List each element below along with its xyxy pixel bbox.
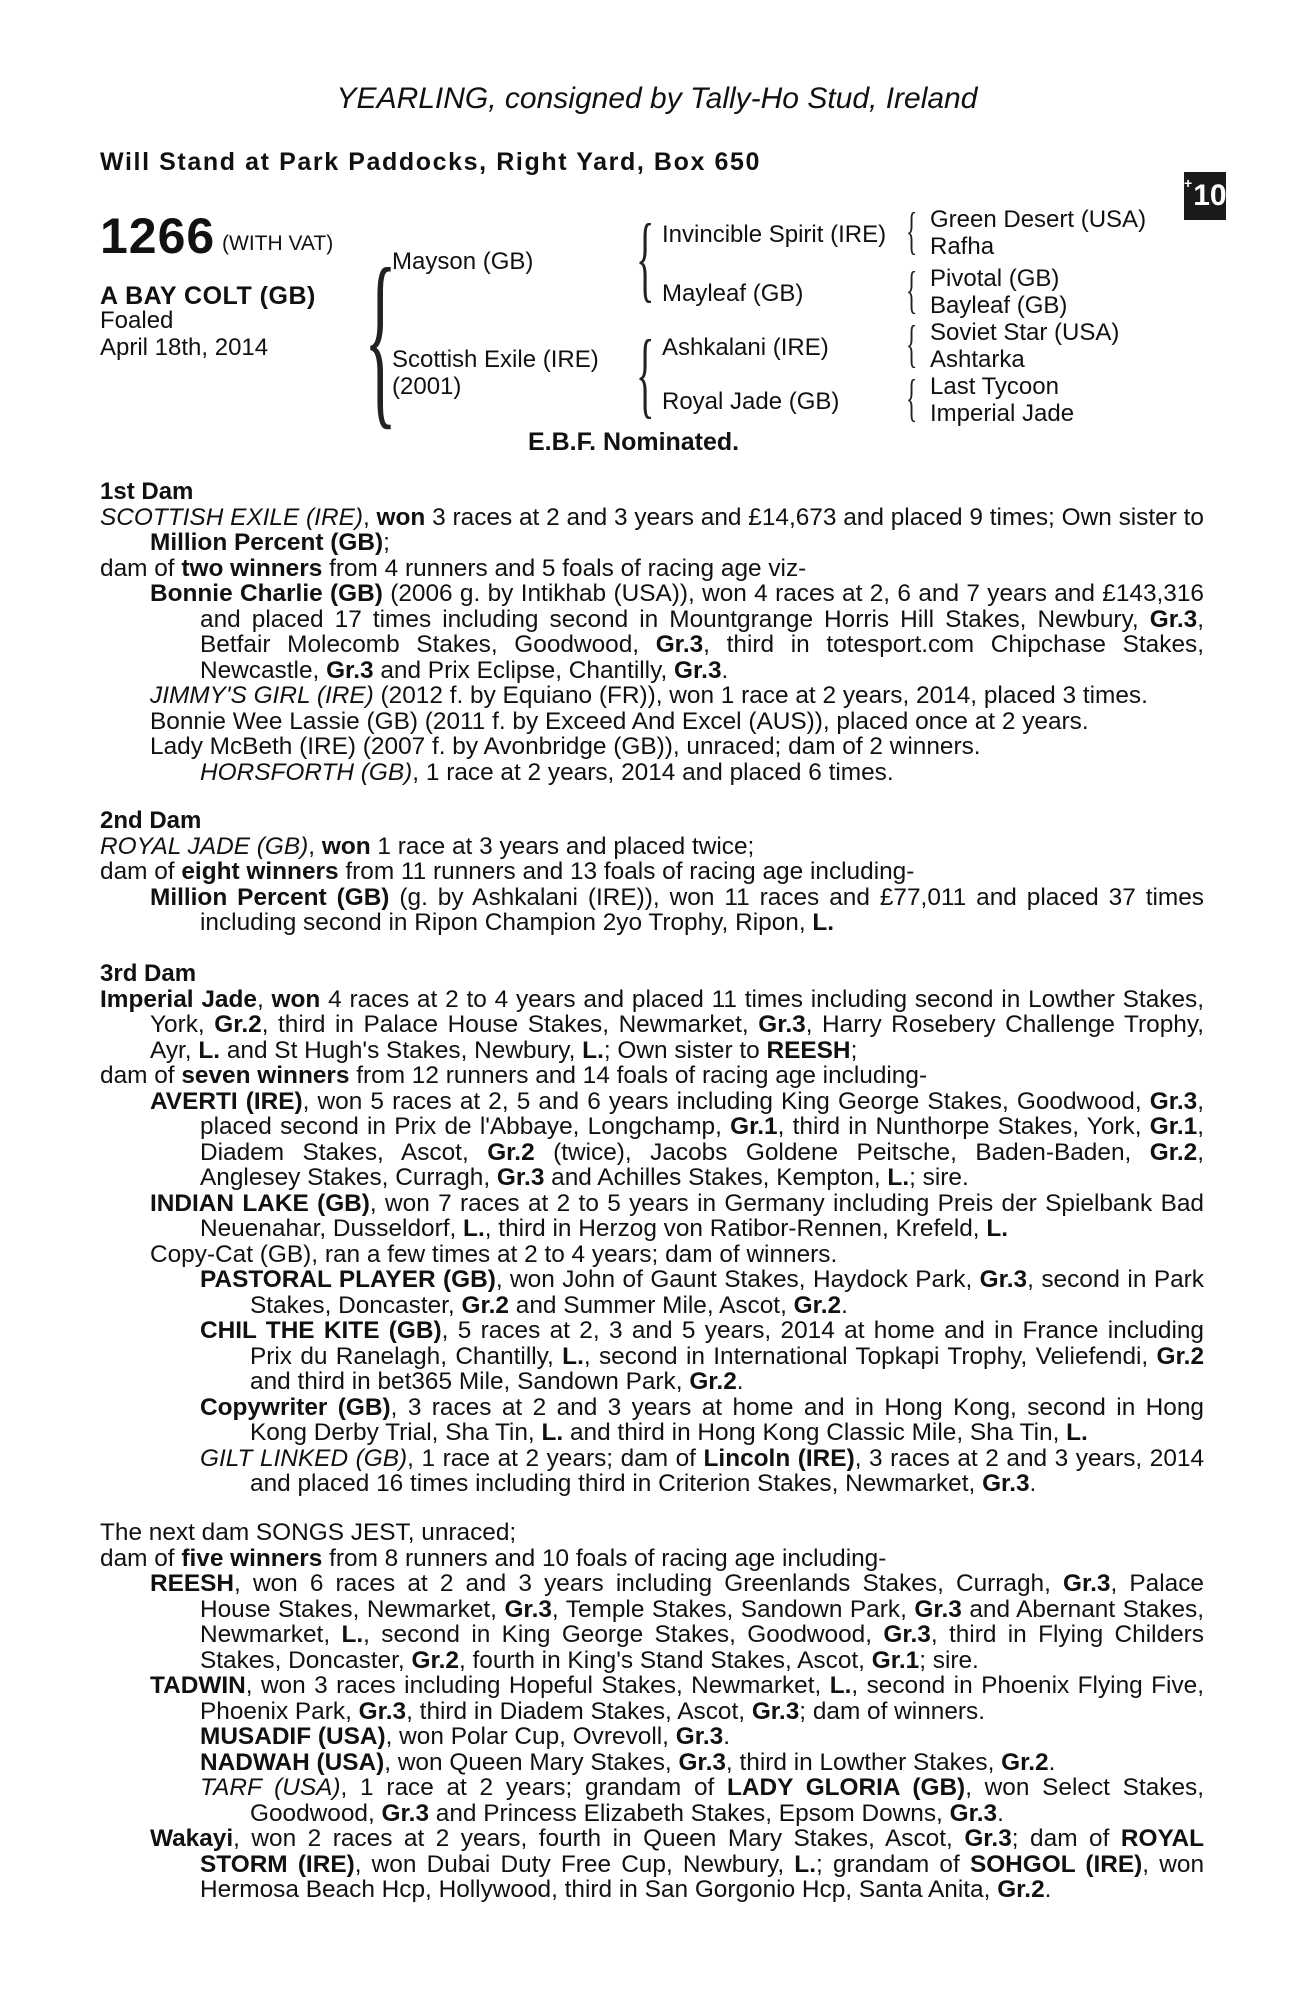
offspring-name: JIMMY'S GIRL (IRE) — [150, 682, 374, 709]
lot-name: A BAY COLT (GB) — [100, 282, 316, 310]
grade: Gr.2 — [461, 1291, 509, 1319]
text: dam of — [100, 554, 175, 582]
text: , 1 race at 2 years, 2014 and placed 6 times. — [412, 758, 894, 786]
dam-record: Imperial Jade, won 4 races at 2 to 4 years and placed 11 times including second in Lowther Stakes, York, Gr.2, third in Palace House Stakes, Newmarket, Gr.3, Harry Rosebery Challenge Trophy, Ayr, L. and St Hugh's Stakes, Newbury, L.; Own sister to REESH; — [100, 985, 1205, 1064]
text: , third in Diadem Stakes, Ascot, — [406, 1697, 746, 1725]
badge-plus: + — [1184, 175, 1193, 191]
winners-count: seven winners — [181, 1062, 350, 1089]
grade: Gr.2 — [997, 1876, 1045, 1903]
grandoffspring-entry — [100, 1318, 1204, 1395]
text: and Abernant Stakes, Newmarket, — [200, 1595, 1204, 1648]
pedigree-brace-g3: { — [906, 316, 918, 373]
pedigree-dss: Soviet Star (USA) — [930, 319, 1120, 346]
offspring-name: AVERTI (IRE) — [150, 1087, 303, 1115]
grade: L. — [829, 1672, 852, 1699]
offspring-entry — [100, 1191, 1204, 1242]
offspring-name: TARF (USA) — [200, 1774, 341, 1801]
sister-name: REESH — [766, 1036, 851, 1064]
text: , second in Park Stakes, Doncaster, — [250, 1266, 1204, 1319]
text: dam of — [100, 1062, 175, 1089]
text: , third in totesport.com Chipchase Stakes, Newcastle, — [200, 631, 1204, 684]
text: , won Queen Mary Stakes, — [384, 1748, 672, 1776]
vat-note: (WITH VAT) — [222, 232, 334, 255]
grade: Gr.2 — [793, 1291, 842, 1319]
grade: Gr.3 — [949, 1799, 998, 1827]
offspring-name: HORSFORTH (GB) — [200, 758, 413, 786]
text: , won 5 races at 2, 5 and 6 years including King George Stakes, Goodwood, — [302, 1087, 1142, 1115]
offspring-entry — [100, 1826, 1204, 1903]
pedigree-sss: Green Desert (USA) — [930, 206, 1147, 233]
text: , won 2 races at 2 years, fourth in Queen Mary Stakes, Ascot, — [233, 1825, 953, 1852]
offspring-name: GILT LINKED (GB) — [200, 1444, 408, 1472]
text: (g. by Ashkalani (IRE)), won 11 races and £77,011 and placed 37 times including second in Ripon Champion 2yo Trophy, Ripon, — [200, 883, 1204, 936]
text: and St Hugh's Stakes, Newbury, — [226, 1036, 576, 1064]
text: from 4 runners and 5 foals of racing age viz- — [329, 554, 807, 582]
text: , won John of Gaunt Stakes, Haydock Park, — [495, 1266, 973, 1293]
text: , placed second in Prix de l'Abbaye, Longchamp, — [200, 1087, 1205, 1140]
produce-summary — [100, 556, 1204, 582]
produce-summary — [100, 1546, 1204, 1572]
offspring-name: PASTORAL PLAYER (GB) — [200, 1266, 496, 1293]
grade: Gr.3 — [982, 1470, 1030, 1497]
first-dam-section — [100, 479, 1204, 785]
grade: Gr.2 — [1156, 1342, 1205, 1370]
grade: Gr.2 — [214, 1011, 262, 1038]
text: . — [997, 1799, 1004, 1827]
offspring-entry — [100, 1673, 1204, 1724]
text: dam of — [100, 1544, 175, 1572]
grade: Gr.3 — [674, 656, 722, 684]
grade: L. — [1066, 1419, 1088, 1446]
text: , won Polar Cup, Ovrevoll, — [385, 1723, 669, 1750]
section-heading: 2nd Dam — [100, 807, 202, 834]
produce-summary — [100, 859, 1204, 885]
text: from 8 runners and 10 foals of racing age including- — [329, 1544, 887, 1572]
text: ; Own sister to — [603, 1036, 760, 1064]
text: , third in Nunthorpe Stakes, York, — [777, 1113, 1142, 1140]
text: , Diadem Stakes, Ascot, — [200, 1113, 1204, 1166]
section-heading: 3rd Dam — [100, 960, 197, 987]
text: , 3 races at 2 and 3 years at home and in Hong Kong, second in Hong Kong Derby Trial, Sha Tin, — [250, 1393, 1204, 1446]
offspring-name: NADWAH (USA) — [200, 1748, 385, 1776]
badge-number: 10 — [1193, 179, 1227, 212]
won-label: won — [376, 503, 426, 531]
grade: Gr.2 — [1149, 1138, 1198, 1166]
winner-name: ROYAL STORM (IRE) — [200, 1825, 1205, 1878]
text: , second in King George Stakes, Goodwood, — [363, 1621, 872, 1648]
pedigree-sire-sire: Invincible Spirit (IRE) — [662, 221, 887, 248]
text: from 12 runners and 14 foals of racing age including- — [356, 1062, 928, 1089]
text: ; dam of — [1011, 1825, 1110, 1852]
offspring-name: Million Percent (GB) — [150, 883, 390, 911]
pedigree-sire: Mayson (GB) — [392, 248, 534, 275]
offspring-entry — [100, 683, 1204, 709]
grade: Gr.3 — [914, 1595, 962, 1623]
grade: Gr.2 — [1001, 1748, 1049, 1776]
offspring-name: Wakayi — [150, 1825, 234, 1852]
text: dam of — [100, 858, 175, 885]
text: , third in Lowther Stakes, — [725, 1748, 995, 1776]
third-dam-section — [100, 961, 1204, 1497]
offspring-name: TADWIN — [150, 1672, 246, 1699]
dam-record-text: 3 races at 2 and 3 years and £14,673 and placed 9 times; Own sister to — [432, 503, 1204, 531]
text: . — [723, 1723, 730, 1750]
grade: L. — [887, 1164, 910, 1191]
grade: L. — [582, 1036, 604, 1064]
next-dam-section — [100, 1520, 1204, 1903]
pedigree-ssd: Rafha — [930, 233, 995, 260]
pedigree-brace-dam: { — [636, 320, 655, 427]
text: , Temple Stakes, Sandown Park, — [551, 1595, 907, 1623]
offspring-name: REESH — [150, 1570, 235, 1597]
grandoffspring-entry — [100, 1750, 1204, 1776]
text: , third in Flying Childers Stakes, Doncaster, — [200, 1621, 1204, 1674]
text: , fourth in King's Stand Stakes, Ascot, — [458, 1646, 865, 1674]
ebf-nomination: E.B.F. Nominated. — [528, 428, 740, 456]
grade: Gr.3 — [883, 1621, 931, 1648]
grade: L. — [794, 1850, 816, 1878]
offspring-name: CHIL THE KITE (GB) — [200, 1317, 442, 1344]
grade: Gr.3 — [751, 1697, 800, 1725]
grandoffspring-entry — [100, 1395, 1204, 1446]
grade: Gr.3 — [678, 1748, 726, 1776]
grade: L. — [463, 1215, 485, 1242]
punct: ; — [383, 529, 390, 556]
grade: Gr.2 — [689, 1368, 737, 1395]
winners-count: five winners — [181, 1544, 323, 1572]
text: (twice), Jacobs Goldene Peitsche, Baden-Baden, — [553, 1138, 1132, 1166]
grade: Gr.1 — [1149, 1113, 1198, 1140]
section-heading: 1st Dam — [100, 478, 194, 505]
text: , won Dubai Duty Free Cup, Newbury, — [354, 1850, 785, 1878]
text: , 5 races at 2, 3 and 5 years, 2014 at home and in France including Prix du Ranelagh, Chantilly, — [250, 1317, 1204, 1370]
sister-name: Million Percent (GB) — [150, 529, 384, 556]
grandoffspring-entry — [100, 1446, 1204, 1497]
grade: L. — [986, 1215, 1009, 1242]
text: and Princess Elizabeth Stakes, Epsom Downs, — [435, 1799, 943, 1827]
pedigree-dam-sire: Ashkalani (IRE) — [662, 334, 829, 361]
offspring-name: INDIAN LAKE (GB) — [150, 1189, 370, 1217]
grade: L. — [812, 909, 835, 936]
dam-name: SCOTTISH EXILE (IRE) — [100, 503, 363, 531]
text: , third in Palace House Stakes, Newmarket, — [261, 1011, 749, 1038]
grandoffspring-entry — [100, 1724, 1204, 1750]
text: 1 race at 3 years and placed twice; — [377, 832, 755, 860]
grade: L. — [198, 1036, 221, 1064]
grade: Gr.3 — [358, 1697, 407, 1725]
grade: Gr.3 — [655, 631, 704, 658]
grandoffspring-entry — [100, 1775, 1204, 1826]
text: , won Select Stakes, Goodwood, — [250, 1774, 1204, 1827]
foaled-date: April 18th, 2014 — [100, 334, 269, 361]
text: , won 6 races at 2 and 3 years including Greenlands Stakes, Curragh, — [234, 1570, 1051, 1597]
pedigree-brace-g1: { — [906, 203, 918, 260]
dam-name: Imperial Jade — [100, 985, 257, 1013]
offspring-entry — [100, 1571, 1204, 1673]
text: and third in bet365 Mile, Sandown Park, — [250, 1368, 683, 1395]
produce-summary — [100, 1063, 1204, 1089]
text: and Summer Mile, Ascot, — [515, 1291, 787, 1319]
catalogue-header: YEARLING, consigned by Tally-Ho Stud, Ireland — [336, 82, 978, 115]
text: . — [1044, 1876, 1052, 1903]
grade: Gr.2 — [411, 1646, 459, 1674]
won-label: won — [321, 832, 371, 860]
offspring-name: Copywriter (GB) — [200, 1393, 391, 1421]
offspring-entry: Bonnie Wee Lassie (GB) (2011 f. by Exceed And Excel (AUS)), placed once at 2 years. — [150, 707, 1089, 735]
grade: Gr.3 — [1149, 605, 1198, 633]
lot-number: 1266 — [100, 208, 216, 264]
grandoffspring-entry — [100, 1267, 1204, 1318]
text: , won 3 races including Hopeful Stakes, Newmarket, — [245, 1672, 822, 1699]
text: , Palace House Stakes, Newmarket, — [200, 1570, 1204, 1623]
text: , 3 races at 2 and 3 years, 2014 and placed 16 times including third in Criterion Stakes, Newmarket, — [250, 1444, 1205, 1497]
winner-name: SOHGOL (IRE) — [969, 1850, 1143, 1878]
offspring-entry: Copy-Cat (GB), ran a few times at 2 to 4 years; dam of winners. — [150, 1240, 838, 1268]
pedigree-dam-year: (2001) — [392, 373, 462, 400]
pedigree-ddd: Imperial Jade — [930, 400, 1075, 427]
grade: Gr.3 — [979, 1266, 1028, 1293]
text: , Harry Rosebery Challenge Trophy, Ayr, — [150, 1011, 1205, 1064]
text: , won Hermosa Beach Hcp, Hollywood, third in San Gorgonio Hcp, Santa Anita, — [200, 1850, 1205, 1903]
grade: Gr.2 — [487, 1138, 535, 1166]
pedigree-sds: Pivotal (GB) — [930, 265, 1060, 292]
offspring-name: MUSADIF (USA) — [200, 1723, 386, 1750]
grade: Gr.3 — [496, 1164, 545, 1191]
dam-name: ROYAL JADE (GB) — [100, 832, 309, 860]
grade: L. — [562, 1342, 584, 1370]
second-dam-section — [100, 808, 1204, 936]
text: , second in Phoenix Flying Five, Phoenix Park, — [200, 1672, 1204, 1725]
pedigree-sdd: Bayleaf (GB) — [930, 292, 1068, 319]
dam-record: The next dam SONGS JEST, unraced; — [100, 1519, 517, 1546]
grade: Gr.3 — [381, 1799, 430, 1827]
foaled-label: Foaled — [100, 307, 174, 334]
text: . — [841, 1291, 848, 1319]
pedigree-brace-main: { — [364, 229, 397, 446]
text: , Betfair Molecomb Stakes, Goodwood, — [200, 605, 1204, 658]
text: ; grandam of — [815, 1850, 960, 1878]
offspring-entry — [100, 760, 1204, 786]
grade: Gr.3 — [504, 1595, 552, 1623]
pedigree-sire-dam: Mayleaf (GB) — [662, 280, 804, 307]
grade: L. — [341, 1621, 364, 1648]
winners-count: eight winners — [181, 858, 339, 885]
text: ; sire. — [909, 1164, 969, 1191]
won-label: won — [271, 985, 321, 1013]
offspring-name: Bonnie Charlie (GB) — [150, 580, 383, 607]
text: 4 races at 2 to 4 years and placed 11 times including second in Lowther Stakes, York, — [150, 985, 1204, 1038]
vat-badge — [1184, 172, 1226, 220]
text: and third in Hong Kong Classic Mile, Sha Tin, — [569, 1419, 1060, 1446]
text: (2012 f. by Equiano (FR)), won 1 race at 2 years, 2014, placed 3 times. — [380, 682, 1148, 709]
grade: Gr.3 — [758, 1011, 806, 1038]
text: , third in Herzog von Ratibor-Rennen, Krefeld, — [484, 1215, 980, 1242]
text: ; sire. — [919, 1646, 979, 1674]
text: ; — [850, 1036, 858, 1064]
grade: Gr.3 — [326, 656, 374, 684]
text: , second in International Topkapi Trophy, Veliefendi, — [583, 1342, 1149, 1370]
pedigree-dsd: Ashtarka — [930, 346, 1025, 373]
grade: Gr.1 — [871, 1646, 920, 1674]
stand-location: Will Stand at Park Paddocks, Right Yard, Box 650 — [100, 148, 762, 176]
grade: L. — [541, 1419, 564, 1446]
grade: Gr.3 — [675, 1723, 724, 1750]
text: . — [1048, 1748, 1056, 1776]
text: . — [736, 1368, 744, 1395]
grade: Gr.3 — [1063, 1570, 1111, 1597]
winner-name: Lincoln (IRE) — [703, 1444, 855, 1472]
text: . — [1029, 1470, 1037, 1497]
pedigree-brace-g2: { — [906, 262, 918, 319]
text: , Anglesey Stakes, Curragh, — [200, 1138, 1204, 1191]
winners-count: two winners — [181, 554, 323, 582]
pedigree-dds: Last Tycoon — [930, 373, 1059, 400]
offspring-entry: Lady McBeth (IRE) (2007 f. by Avonbridge (GB)), unraced; dam of 2 winners. — [150, 733, 981, 760]
text: ; dam of winners. — [799, 1697, 985, 1725]
pedigree-dam-dam: Royal Jade (GB) — [662, 388, 840, 415]
offspring-entry — [100, 885, 1204, 936]
text: , won 7 races at 2 to 5 years in Germany including Preis der Spielbank Bad Neuenahar, Dusseldorf, — [200, 1189, 1204, 1242]
offspring-entry — [100, 581, 1204, 683]
grade: Gr.3 — [964, 1825, 1012, 1852]
pedigree-brace-g4: { — [906, 370, 918, 427]
pedigree-brace-sire: { — [636, 204, 655, 311]
text: . — [721, 656, 729, 684]
grade: Gr.3 — [1149, 1087, 1198, 1115]
dam-record: ROYAL JADE (GB), won 1 race at 3 years and placed twice; — [100, 832, 755, 860]
text: from 11 runners and 13 foals of racing age including- — [345, 858, 915, 885]
text: , 1 race at 2 years; dam of — [407, 1444, 696, 1472]
text: and Achilles Stakes, Kempton, — [551, 1164, 881, 1191]
pedigree-dam: Scottish Exile (IRE) — [392, 346, 599, 373]
text: (2006 g. by Intikhab (USA)), won 4 races at 2, 6 and 7 years and £143,316 and placed 17 times including second in Mountgrange Horris Hill Stakes, Newbury, — [200, 580, 1204, 633]
text: and Prix Eclipse, Chantilly, — [380, 656, 668, 684]
dam-record: SCOTTISH EXILE (IRE), won 3 races at 2 and 3 years and £14,673 and placed 9 times; Own sister to Million Percent (GB); — [100, 503, 1204, 556]
offspring-entry — [100, 1089, 1204, 1191]
grade: Gr.1 — [730, 1113, 778, 1140]
text: , 1 race at 2 years; grandam of — [340, 1774, 715, 1801]
winner-name: LADY GLORIA (GB) — [727, 1774, 966, 1801]
